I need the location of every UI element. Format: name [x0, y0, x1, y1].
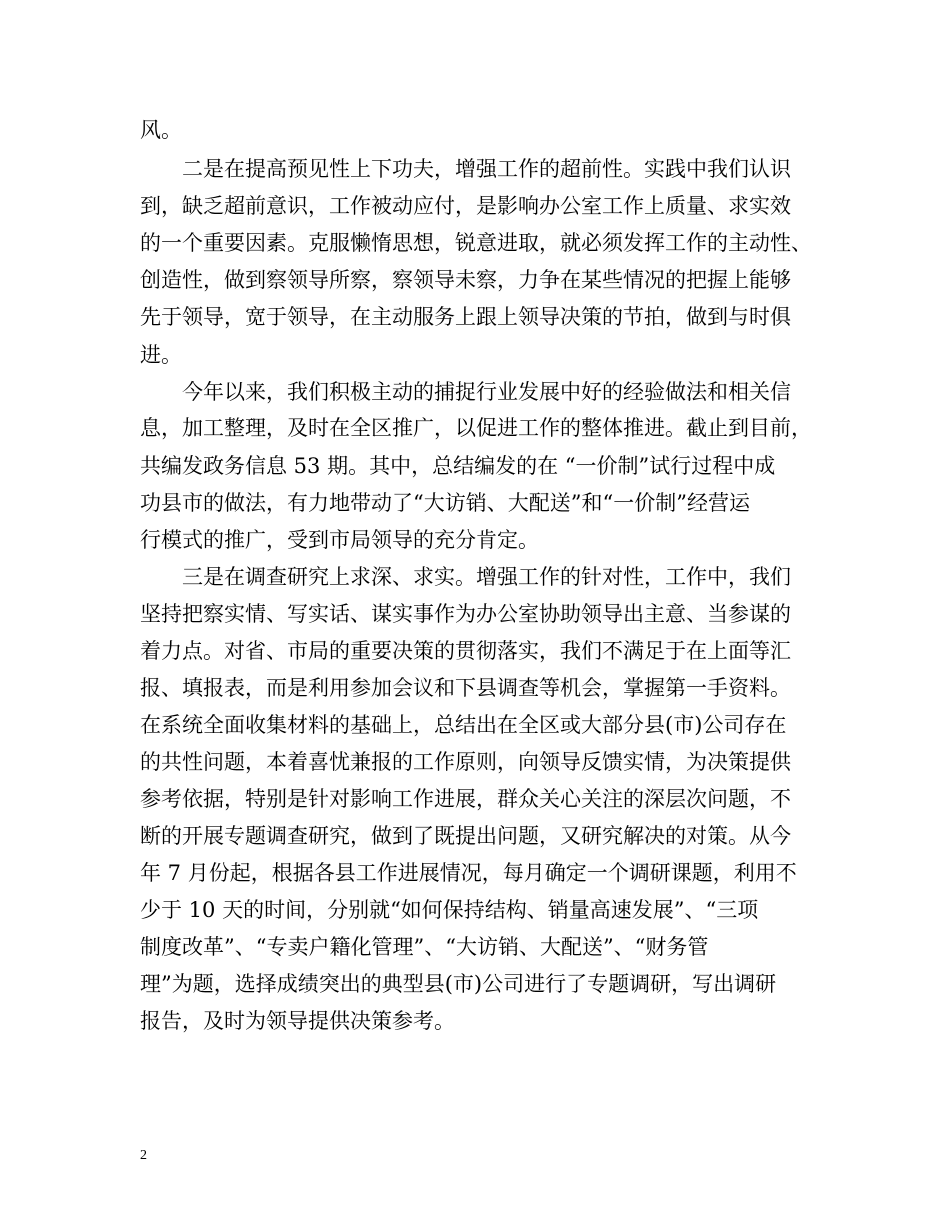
- text-line: 风。: [140, 118, 182, 142]
- text-line: 着力点。对省、市局的重要决策的贯彻落实，我们不满足于在上面等汇: [140, 639, 791, 663]
- text-line: 理”为题，选择成绩突出的典型县(市)公司进行了专题调研，写出调研: [140, 972, 777, 996]
- text-line: 在系统全面收集材料的基础上，总结出在全区或大部分县(市)公司存在: [140, 713, 787, 737]
- text-line: 到，缺乏超前意识，工作被动应付，是影响办公室工作上质量、求实效: [140, 194, 791, 218]
- text-line: 先于领导，宽于领导，在主动服务上跟上领导决策的节拍，做到与时俱: [140, 305, 791, 329]
- text-line: 报告，及时为领导提供决策参考。: [140, 1009, 455, 1033]
- text-line: 的共性问题，本着喜忧兼报的工作原则，向领导反馈实情，为决策提供: [140, 750, 791, 774]
- text-line: 年 7 月份起，根据各县工作进展情况，每月确定一个调研课题，利用不: [140, 861, 797, 885]
- text-line: 制度改革”、“专卖户籍化管理”、“大访销、大配送”、“财务管: [140, 935, 709, 959]
- text-line: 三是在调查研究上求深、求实。增强工作的针对性，工作中，我们: [182, 565, 791, 589]
- text-line: 的一个重要因素。克服懒惰思想，锐意进取，就必须发挥工作的主动性、: [140, 231, 812, 255]
- text-line: 功县市的做法，有力地带动了“大访销、大配送”和“一价制”经营运: [140, 491, 750, 515]
- text-line: 参考依据，特别是针对影响工作进展，群众关心关注的深层次问题，不: [140, 787, 791, 811]
- text-line: 息，加工整理，及时在全区推广，以促进工作的整体推进。截止到目前，: [140, 416, 812, 440]
- text-line: 断的开展专题调查研究，做到了既提出问题，又研究解决的对策。从今: [140, 824, 791, 848]
- text-line: 共编发政务信息 53 期。其中，总结编发的在 “一价制”试行过程中成: [140, 454, 776, 478]
- text-line: 进。: [140, 343, 182, 367]
- text-line: 行模式的推广，受到市局领导的充分肯定。: [140, 528, 539, 552]
- page-number: 2: [140, 1148, 147, 1163]
- text-line: 报、填报表，而是利用参加会议和下县调查等机会，掌握第一手资料。: [140, 676, 791, 700]
- text-line: 二是在提高预见性上下功夫，增强工作的超前性。实践中我们认识: [182, 157, 791, 181]
- text-line: 创造性，做到察领导所察，察领导未察，力争在某些情况的把握上能够: [140, 268, 791, 292]
- text-line: 今年以来，我们积极主动的捕捉行业发展中好的经验做法和相关信: [182, 380, 791, 404]
- text-line: 少于 10 天的时间，分别就“如何保持结构、销量高速发展”、“三项: [140, 898, 759, 922]
- text-line: 坚持把察实情、写实话、谋实事作为办公室协助领导出主意、当参谋的: [140, 602, 791, 626]
